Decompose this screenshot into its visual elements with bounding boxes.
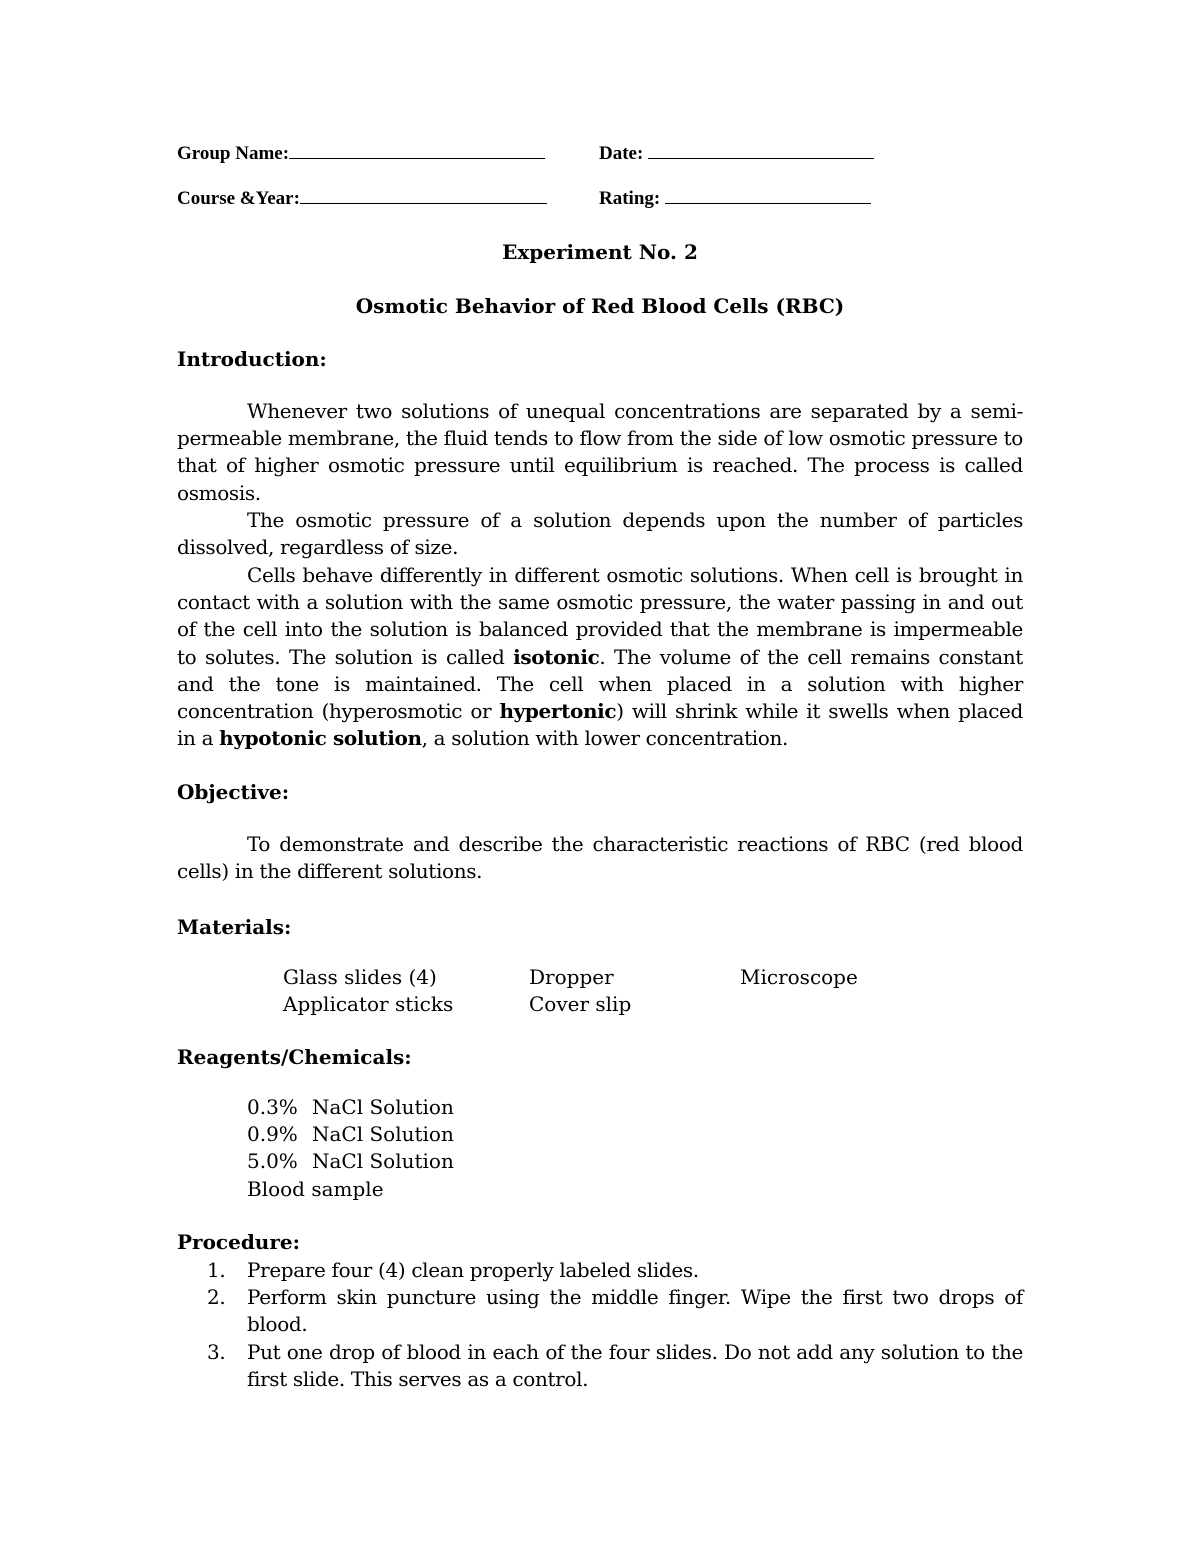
reagent-percent: 5.0% bbox=[247, 1149, 298, 1174]
rating-blank bbox=[665, 187, 871, 204]
reagent-percent: 0.3% bbox=[247, 1095, 298, 1119]
procedure-step bbox=[177, 1257, 1023, 1284]
materials-heading: Materials: bbox=[177, 915, 292, 939]
term-isotonic: isotonic bbox=[513, 644, 600, 669]
date-field bbox=[599, 142, 874, 165]
reagent-name: NaCl Solution bbox=[312, 1149, 454, 1174]
introduction-paragraph-1: Whenever two solutions of unequal concentrations are separated by a semi-permeable membrane, the fluid tends to flow from the side of low osmotic pressure to that of higher osmotic pressure until equilibrium is reached. The process is called osmosis. bbox=[177, 399, 1023, 505]
reagent-name: NaCl Solution bbox=[312, 1122, 454, 1147]
reagents-heading: Reagents/Chemicals: bbox=[177, 1045, 412, 1069]
date-blank bbox=[648, 142, 874, 159]
step-text: Perform skin puncture using the middle finger. Wipe the first two drops of blood. bbox=[247, 1285, 1023, 1337]
material-item: Microscope bbox=[740, 965, 858, 989]
reagents-list bbox=[247, 1094, 454, 1203]
step-number: 2. bbox=[207, 1285, 226, 1310]
reagent-name: NaCl Solution bbox=[312, 1095, 454, 1119]
objective-heading: Objective: bbox=[177, 780, 290, 804]
procedure-step bbox=[177, 1284, 1023, 1338]
reagent-item bbox=[247, 1094, 454, 1121]
reagent-item: Blood sample bbox=[247, 1176, 384, 1201]
step-number: 3. bbox=[207, 1339, 226, 1364]
p3-text-g: , a solution with lower concentration. bbox=[421, 726, 789, 751]
rating-label: Rating: bbox=[599, 188, 661, 209]
group-name-label: Group Name: bbox=[177, 143, 290, 164]
course-year-label: Course &Year: bbox=[177, 188, 300, 209]
step-text: Prepare four (4) clean properly labeled slides. bbox=[247, 1258, 699, 1282]
p3-text-a: Cells behave differently in different osmotic solutions. When cell is brought in contact with a solution with the same osmotic pressure, the water passing in and out of the cell into the solution is balanced provided that the membrane is impermeable to solutes. The solution is called bbox=[177, 563, 1023, 669]
p3-text-e: ) will shrink while it swells when placed in a bbox=[177, 699, 1023, 751]
procedure-list bbox=[177, 1257, 1023, 1393]
rating-field bbox=[599, 187, 871, 210]
reagent-item bbox=[247, 1148, 454, 1175]
procedure-step bbox=[177, 1339, 1023, 1393]
objective-text: To demonstrate and describe the characteristic reactions of RBC (red blood cells) in the different solutions. bbox=[177, 832, 1023, 884]
term-hypotonic-solution: hypotonic solution bbox=[219, 726, 422, 751]
date-label: Date: bbox=[599, 143, 644, 164]
material-item: Dropper bbox=[529, 965, 614, 989]
introduction-paragraph-2: The osmotic pressure of a solution depends upon the number of particles dissolved, regardless of size. bbox=[177, 508, 1023, 560]
course-year-field bbox=[177, 187, 547, 210]
page-title: Experiment No. 2 bbox=[502, 240, 698, 264]
term-hypertonic: hypertonic bbox=[499, 699, 617, 724]
introduction-heading: Introduction: bbox=[177, 347, 327, 371]
material-item: Glass slides (4) bbox=[283, 965, 437, 989]
procedure-heading: Procedure: bbox=[177, 1230, 300, 1254]
materials-column-3 bbox=[740, 964, 858, 991]
materials-column-1 bbox=[283, 964, 453, 1018]
group-name-blank bbox=[289, 142, 545, 159]
group-name-field bbox=[177, 142, 545, 165]
material-item: Cover slip bbox=[529, 992, 632, 1017]
course-year-blank bbox=[300, 187, 547, 204]
introduction-paragraph-3 bbox=[177, 562, 1023, 752]
p3-text-c: . The volume of the cell remains constant and the tone is maintained. The cell when placed in a solution with higher concentration (hyperosmotic or bbox=[177, 644, 1023, 724]
materials-column-2 bbox=[529, 964, 631, 1018]
material-item: Applicator sticks bbox=[283, 992, 454, 1017]
step-text: Put one drop of blood in each of the four slides. Do not add any solution to the first slide. This serves as a control. bbox=[247, 1339, 1023, 1391]
step-number: 1. bbox=[207, 1258, 226, 1282]
reagent-item bbox=[247, 1121, 454, 1148]
page-subtitle: Osmotic Behavior of Red Blood Cells (RBC) bbox=[355, 294, 845, 318]
reagent-percent: 0.9% bbox=[247, 1122, 298, 1147]
